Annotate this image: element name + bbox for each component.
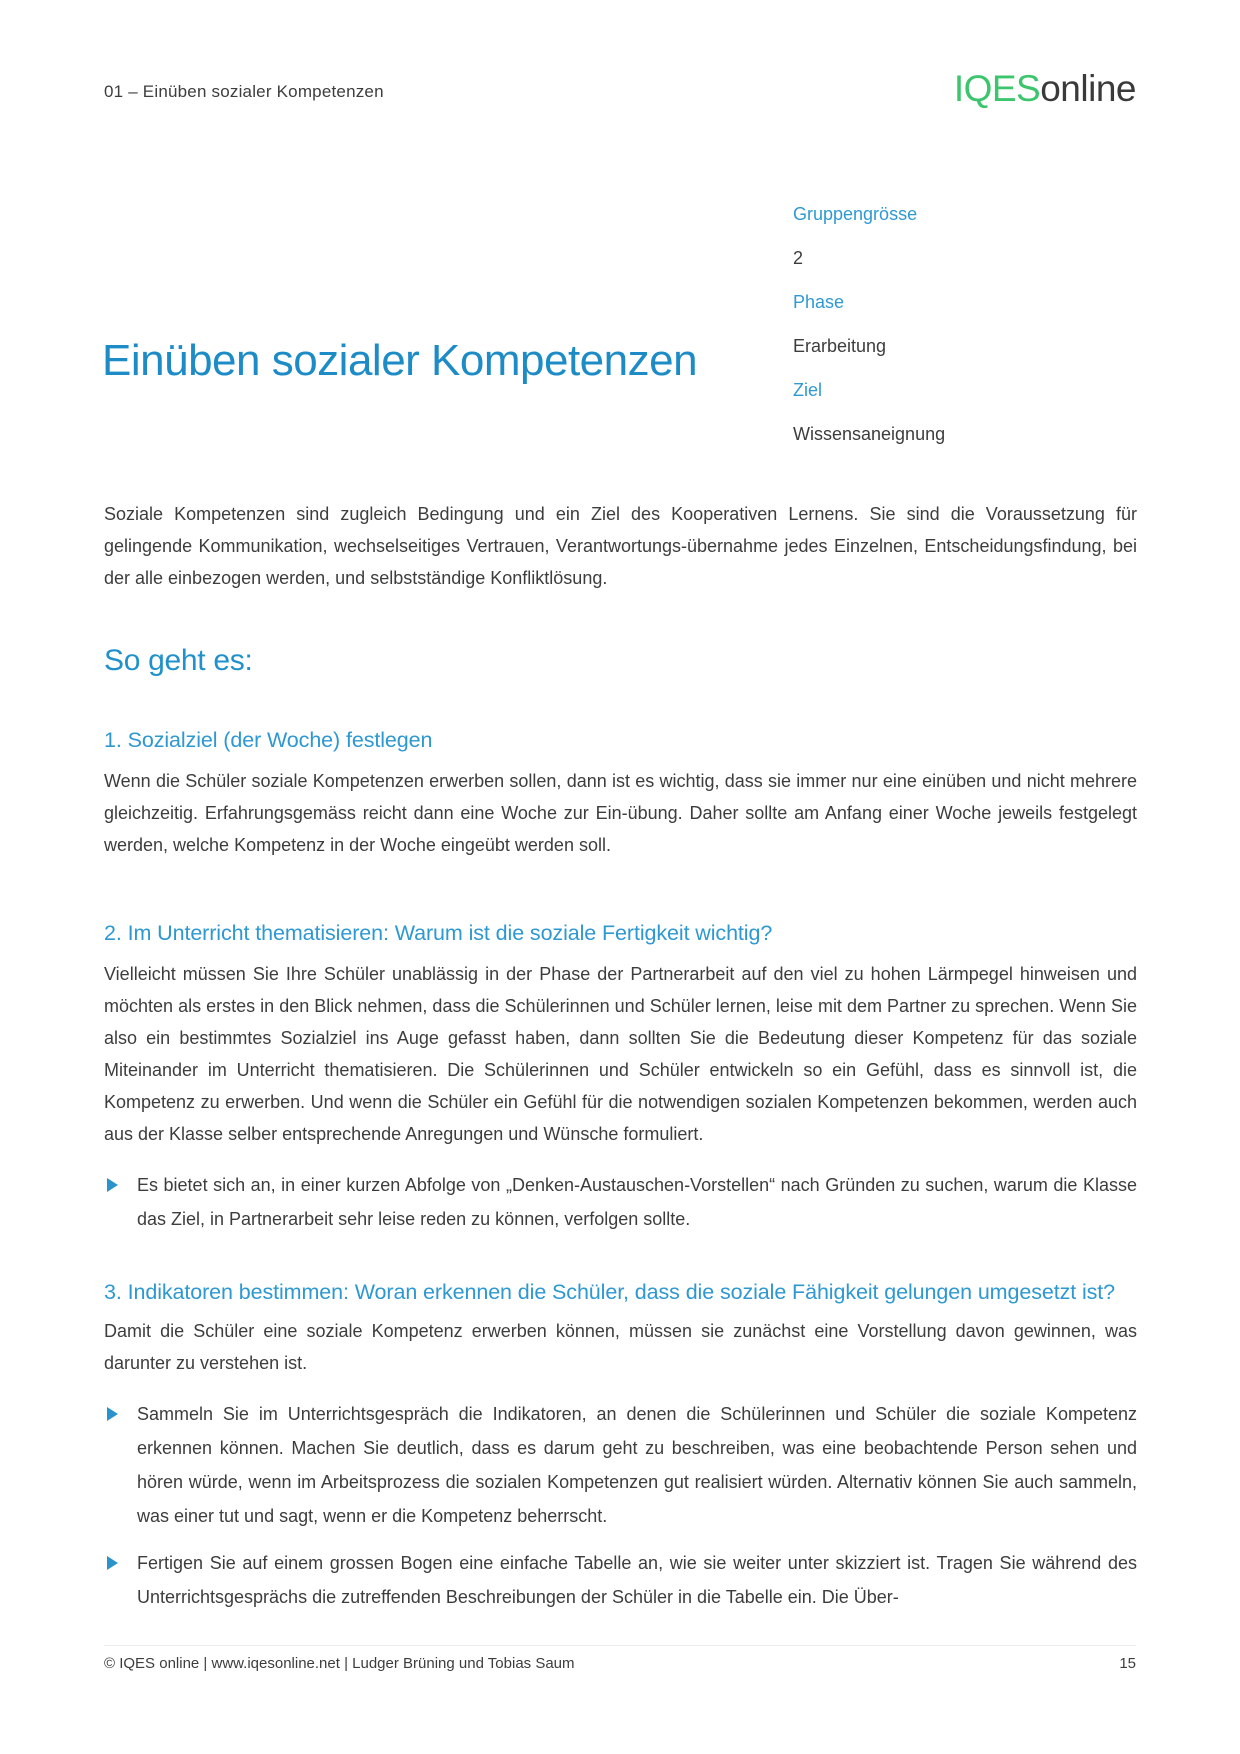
page-footer [104,1645,1136,1672]
meta-label-ziel: Ziel [793,380,823,400]
list-item [104,1168,1137,1236]
bullet-text: Sammeln Sie im Unterrichtsgespräch die Indikatoren, an denen die Schülerinnen und Schüler die soziale Kompetenz erkennen können. Machen Sie deutlich, dass es darum geht zu beschreiben, was eine beobachtende Person sehen und hören würde, wenn im Arbeitsprozess die sozialen Kompetenzen gut realisiert würden. Alternativ können Sie auch sammeln, was einer tut und sagt, wenn er die Kompetenz beherrscht. [137,1404,1137,1526]
section-1 [104,724,1137,861]
section-2-body: Vielleicht müssen Sie Ihre Schüler unablässig in der Phase der Partnerarbeit auf den viel zu hohen Lärmpegel hinweisen und möchten als erstes in den Blick nehmen, dass die Schülerinnen und Schüler lernen, leise mit dem Partner zu sprechen. Wenn Sie also ein bestimmtes Sozialziel ins Auge gefasst haben, dann sollten Sie die Bedeutung dieser Kompetenz für das soziale Miteinander im Unterricht thematisieren. Die Schülerinnen und Schüler entwickeln so ein Gefühl, dass es sinnvoll ist, die Kompetenz zu erwerben. Und wenn die Schüler ein Gefühl für die notwendigen sozialen Kompetenzen bekommen, werden auch aus der Klasse selber entsprechende Anregungen und Wünsche formuliert. [104,964,1137,1144]
section-3-bullets [104,1397,1137,1614]
meta-sidebar [793,203,1133,467]
iqes-logo [954,68,1136,110]
list-item [104,1546,1137,1614]
how-it-works-heading: So geht es: [104,644,253,677]
section-3-body: Damit die Schüler eine soziale Kompetenz erwerben können, müssen sie zunächst eine Vorstellung davon gewinnen, was darunter zu verstehen ist. [104,1321,1137,1373]
section-2 [104,917,1137,1236]
section-3-heading: 3. Indikatoren bestimmen: Woran erkennen die Schüler, dass die soziale Fähigkeit gelungen umgesetzt ist? [104,1280,1116,1304]
page-title: Einüben sozialer Kompetenzen [102,336,698,385]
meta-value-phase: Erarbeitung [793,336,887,356]
page-number: 15 [1119,1655,1136,1672]
running-header: 01 – Einüben sozialer Kompetenzen [104,82,384,101]
meta-value-ziel: Wissensaneignung [793,424,946,444]
bullet-text: Es bietet sich an, in einer kurzen Abfolge von „Denken-Austauschen-Vorstellen“ nach Gründen zu suchen, warum die Klasse das Ziel, in Partnerarbeit sehr leise reden zu können, verfolgen sollte. [137,1175,1137,1229]
section-2-heading: 2. Im Unterricht thematisieren: Warum ist die soziale Fertigkeit wichtig? [104,921,773,945]
logo-online-text: online [1040,68,1136,109]
bullet-triangle-icon [107,1556,118,1570]
meta-label-gruppengroesse: Gruppengrösse [793,204,918,224]
meta-value-gruppengroesse: 2 [793,248,804,268]
meta-label-phase: Phase [793,292,845,312]
intro-paragraph: Soziale Kompetenzen sind zugleich Bedingung und ein Ziel des Kooperativen Lernens. Sie sind die Voraussetzung für gelingende Kommunikation, wechselseitiges Vertrauen, Verantwortungs-übernahme jedes Einzelnen, Entscheidungsfindung, bei der alle einbezogen werden, und selbstständige Konfliktlösung. [104,504,1137,588]
list-item [104,1397,1137,1533]
main-content [104,498,1137,1627]
bullet-triangle-icon [107,1178,118,1192]
logo-iqes-text: IQES [953,68,1041,109]
section-1-heading: 1. Sozialziel (der Woche) festlegen [104,728,433,752]
section-1-body: Wenn die Schüler soziale Kompetenzen erwerben sollen, dann ist es wichtig, dass sie immer nur eine einüben und nicht mehrere gleichzeitig. Erfahrungsgemäss reicht dann eine Woche zur Ein-übung. Daher sollte am Anfang einer Woche jeweils festgelegt werden, welche Kompetenz in der Woche eingeübt werden soll. [104,771,1137,855]
bullet-text: Fertigen Sie auf einem grossen Bogen eine einfache Tabelle an, wie sie weiter unter skizziert ist. Tragen Sie während des Unterrichtsgesprächs die zutreffenden Beschreibungen der Schüler in die Tabelle ein. Die Über- [137,1553,1137,1607]
bullet-triangle-icon [107,1407,118,1421]
section-2-bullets [104,1168,1137,1236]
section-3 [104,1276,1137,1614]
footer-credit: © IQES online | www.iqesonline.net | Ludger Brüning und Tobias Saum [104,1655,575,1672]
